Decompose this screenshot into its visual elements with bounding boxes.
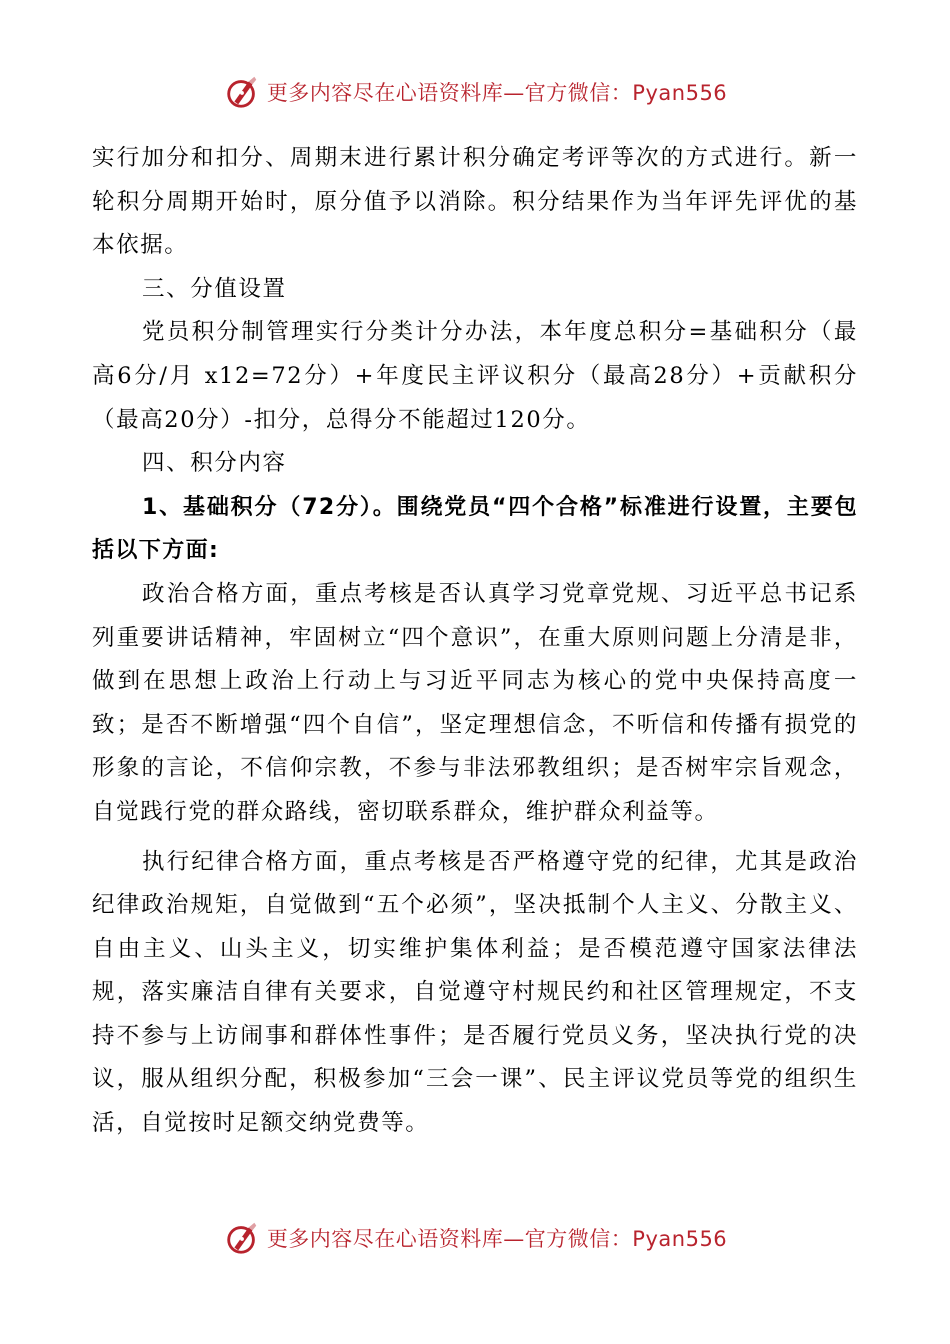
paragraph: 政治合格方面，重点考核是否认真学习党章党规、习近平总书记系列重要讲话精神，牢固树立“四个意识”，在重大原则问题上分清是非，做到在思想上政治上行动上与习近平同志为核心的党中央保持高度一致；是否不断增强“四个自信”，坚定理想信念，不听信和传播有损党的形象的言论，不信仰宗教，不参与非法邪教组织；是否树牢宗旨观念，自觉践行党的群众路线，密切联系群众，维护群众利益等。 (92, 580, 858, 825)
paragraph: 实行加分和扣分、周期末进行累计积分确定考评等次的方式进行。新一轮积分周期开始时，原分值予以消除。积分结果作为当年评先评优的基本依据。 (92, 145, 858, 259)
banner-text: 更多内容尽在心语资料库—官方微信：Pyan556 (266, 81, 728, 105)
pen-nib-logo-icon (223, 1219, 261, 1257)
footer-banner (0, 1216, 950, 1260)
section-heading: 四、积分内容 (142, 450, 287, 477)
section-heading: 三、分值设置 (142, 275, 287, 302)
subsection-heading: 1、基础积分（72分）。围绕党员“四个合格”标准进行设置，主要包括以下方面: (92, 494, 858, 564)
pen-nib-logo-icon (223, 73, 261, 111)
header-banner (0, 70, 950, 114)
paragraph: 党员积分制管理实行分类计分办法，本年度总积分=基础积分（最高6分/月 x12=72分）+年度民主评议积分（最高28分）+贡献积分（最高20分）-扣分，总得分不能超过120分。 (92, 319, 858, 433)
paragraph: 执行纪律合格方面，重点考核是否严格遵守党的纪律，尤其是政治纪律政治规矩，自觉做到“五个必须”，坚决抵制个人主义、分散主义、自由主义、山头主义，切实维护集体利益；是否模范遵守国家法律法规，落实廉洁自律有关要求，自觉遵守村规民约和社区管理规定，不支持不参与上访闹事和群体性事件；是否履行党员义务，坚决执行党的决议，服从组织分配，积极参加“三会一课”、民主评议党员等党的组织生活，自觉按时足额交纳党费等。 (92, 848, 858, 1137)
document-body (92, 137, 858, 1146)
banner-text: 更多内容尽在心语资料库—官方微信：Pyan556 (266, 1227, 728, 1251)
